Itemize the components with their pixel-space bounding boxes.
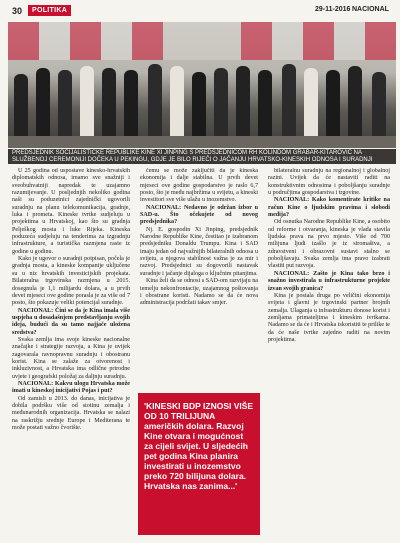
article-column-1 — [12, 168, 130, 538]
person-figure — [14, 74, 28, 138]
person-figure — [58, 70, 72, 138]
person-figure — [192, 72, 206, 138]
article-paragraph: čemu se može zaključiti da je kineska ekonomija i dalje stabilna. U prvih devet mjeseci ove godine gospodarstvo je raslo 6,7 posto, što je među najbržima u svijetu, a kineski investitori sve više ulažu u inozemstvo. — [140, 168, 258, 204]
person-figure — [170, 66, 184, 138]
person-figure — [36, 68, 50, 138]
pull-quote-box — [138, 393, 260, 535]
person-figure — [80, 66, 94, 138]
photo-caption: PREDSJEDNIK SOCIJALISTIČKE REPUBLIKE KINE XI JINPING S PREDSJEDNICOM RH KOLINDOM GRABAR-KITAROVIĆ NA SLUŽBENOJ CEREMONIJI DOČEKA U PEKINGU, GDJE JE BILO RIJEČI O JAČANJU HRVATSKO-KINESKIH ODNOSA I SURADNJI — [8, 149, 396, 164]
issue-date: 29-11-2016 — [315, 6, 351, 13]
person-figure — [214, 68, 228, 138]
red-carpet — [8, 136, 396, 148]
person-figure — [372, 72, 386, 138]
person-figure — [102, 68, 116, 138]
person-figure — [236, 66, 250, 138]
article-paragraph: Kako je ugovor o suradnji potpisan, počela je gradnja mosta, a kineske kompanije uključene su u niz hrvatskih investicijskih projekata. Bilateralna trgovinska razmjena u 2015. dosegnula je 1,1 milijardu dolara, a u prvih devet mjeseci ove godine porasla je za više od 7 posto, što pokazuje veliki potencijal suradnje. — [12, 256, 130, 307]
page-number: 30 — [12, 6, 23, 16]
flag-row — [8, 22, 396, 60]
article-paragraph: Nj. E. gospodin Xi Jinping, predsjednik Narodne Republike Kine, čestitao je izabranom predsjedniku Donaldu Trumpu. Kina i SAD imaju jedan od najvažnijih bilateralnih odnosa u svijetu, a njegova stabilnost važna je za mir i razvoj. Predsjednici su dogovorili nastavak suradnje i jačanje dijaloga o ključnim pitanjima. — [140, 226, 258, 277]
section-label: POLITIKA — [28, 5, 71, 16]
interview-question: NACIONAL: Zašto je Kina tako brzo i snažno investirala u infrastrukturne projekte izvan svojih granica? — [268, 270, 390, 292]
interview-question: NACIONAL: Kakvu ulogu Hrvatska može imati u kineskoj inicijativi Pojas i put? — [12, 380, 130, 395]
person-figure — [124, 70, 138, 138]
interview-question: NACIONAL: Nedavno je održan izbor u SAD-u. Što očekujete od novog predsjednika? — [140, 204, 258, 226]
article-paragraph: U 25 godina od uspostave kinesko-hrvatskih diplomatskih odnosa, imamo sve snažniji i sveobuhvatniji napredak te uzajamno razumijevanje. U posljednjih nekoliko godina naši su poduzetnici zajednički ugovorili suradnju na planu telekomunikacija, gradnje, luka i prometa. Kineske tvrtke sudjeluju u projektima u Hrvatskoj, kao što su gradnja Pelješkog mosta i luke Rijeka. Kineska poduzeća sudjeluju na tenderima za izgradnju infrastrukture, a turistička razmjena raste iz godine u godinu. — [12, 168, 130, 255]
article-paragraph: Kina je postala druga po veličini ekonomija svijeta i glavni je trgovinski partner brojnih zemalja. Ulaganja u infrastrukturu donose korist i zemljama primateljima i kineskim tvrtkama. Nadamo se da će i Hrvatska iskoristiti te prilike te da će naše tvrtke zajedno raditi na novim projektima. — [268, 292, 390, 343]
interview-question: NACIONAL: Kako komentirate kritike na račun Kine o ljudskim pravima i slobodi medija? — [268, 197, 390, 219]
article-paragraph: Od osnutka Narodne Republike Kine, a osobito od reforme i otvaranja, kineska je vlada stavila ljudska prava na prvo mjesto. Više od 700 milijuna ljudi izašlo je iz siromaštva, a zdravstveni i obrazovni sustavi stalno se poboljšavaju. Svaka zemlja ima pravo izabrati vlastiti put razvoja. — [268, 219, 390, 270]
article-column-2 — [140, 168, 258, 390]
magazine-name: NACIONAL — [352, 6, 389, 13]
pull-quote-text: 'KINESKI BDP IZNOSI VIŠE OD 10 TRILIJUNA američkih dolara. Razvoj Kine otvara i mogućnost za cijeli svijet. U sljedećih pet godina Kina planira investirati u inozemstvo preko 720 bilijuna dolara. Hrvatska nas zanima...' — [144, 401, 254, 491]
person-figure — [304, 68, 318, 138]
article-paragraph: bilateralnu suradnju na regionalnoj i globalnoj razini. Uvijek da će nastaviti raditi na konstruktivnim odnosima i poboljšanju suradnje u područjima gospodarstva i trgovine. — [268, 168, 390, 197]
lead-photo — [8, 22, 396, 148]
person-figure — [348, 66, 362, 138]
article-paragraph: Kina želi da se odnosi s SAD-om razvijaju na temelju nekonfrontacije, uzajamnog poštovanja i obostrane koristi. Nadamo se da će nova administracija podržati takav smjer. — [140, 278, 258, 307]
article-column-3 — [268, 168, 390, 538]
article-paragraph: Od zamisli u 2013. do danas, inicijativa je dobila podršku više od stotinu zemalja i međunarodnih organizacija. Hrvatska se nalazi na raskrižju srednje Europe i Mediterana te može postati važno čvorište. — [12, 395, 130, 432]
person-figure — [326, 70, 340, 138]
person-figure — [258, 70, 272, 138]
article-paragraph: Svaka zemlja ima svoje kineske nacionalne značajke i strategije razvoja, a Kina je uvijek zagovarala ravnopravnu suradnju i obostranu korist. Kina se zalaže za otvorenost i inkluzivnost, a Hrvatska ima odlične prirodne uvjete i geografski položaj za daljnju suradnju. — [12, 336, 130, 380]
interview-question: NACIONAL: Čini se da je Kina imala više uspjeha u dosadašnjem predstavljanju svojih ideja, budući da su tamo najjače uložena sredstva? — [12, 307, 130, 336]
person-figure — [282, 64, 296, 138]
page-header — [0, 0, 400, 22]
person-figure — [148, 64, 162, 138]
